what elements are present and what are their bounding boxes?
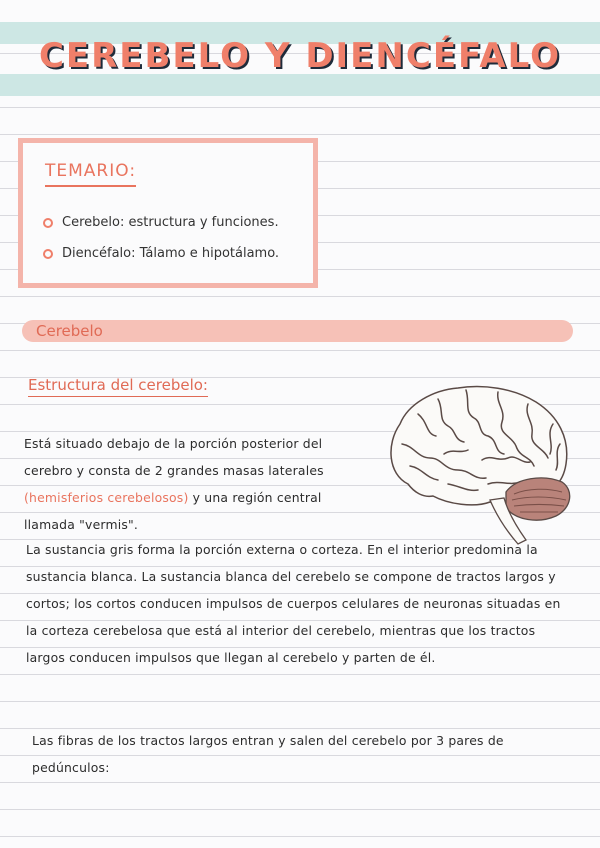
- subheading: Estructura del cerebelo:: [28, 376, 208, 397]
- bottom-teal-band: [0, 74, 600, 96]
- paragraph-text: y una región central llamada "vermis".: [24, 490, 322, 532]
- circle-bullet-icon: [43, 218, 53, 228]
- temario-item-label: Cerebelo: estructura y funciones.: [62, 215, 279, 230]
- temario-box: [18, 138, 318, 288]
- temario-item-diencefalo: [43, 246, 279, 261]
- paragraph-structure: [24, 430, 374, 538]
- highlight-text: (hemisferios cerebelosos): [24, 490, 189, 505]
- temario-heading: TEMARIO:: [45, 161, 136, 187]
- section-banner: [22, 320, 573, 342]
- circle-bullet-icon: [43, 249, 53, 259]
- paragraph-fibers: Las fibras de los tractos largos entran y salen del cerebelo por 3 pares de pedúnculos:: [32, 733, 504, 775]
- paragraph-text: Está situado debajo de la porción posterior del cerebro y consta de 2 grandes masas laterales: [24, 436, 324, 478]
- temario-item-cerebelo: [43, 215, 279, 230]
- brain-illustration: [378, 374, 578, 554]
- page-title: CEREBELO Y DIENCÉFALO: [38, 36, 562, 76]
- paragraph-substance: La sustancia gris forma la porción externa o corteza. En el interior predomina la sustancia blanca. La sustancia blanca del cerebelo se compone de tractos largos y cortos; los cortos conducen impulsos de cuerpos celulares de neuronas situadas en la corteza cerebelosa que está al interior del cerebelo, mientras que los tractos largos conducen impulsos que llegan al cerebelo y parten de él.: [26, 542, 561, 665]
- section-label: Cerebelo: [36, 322, 103, 340]
- temario-item-label: Diencéfalo: Tálamo e hipotálamo.: [62, 246, 280, 261]
